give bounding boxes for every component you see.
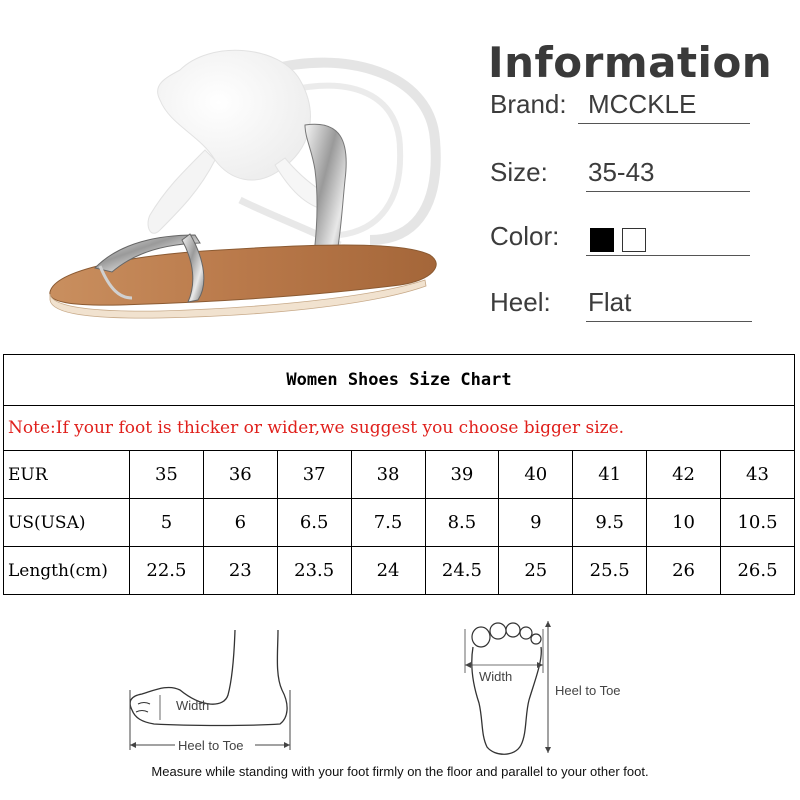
brand-underline [578,123,750,124]
table-cell: 8.5 [425,499,499,547]
color-label: Color: [490,221,560,251]
table-cell: 36 [203,451,277,499]
brand-label: Brand: [490,89,567,119]
table-cell: 37 [277,451,351,499]
table-cell: 41 [573,451,647,499]
table-cell: 22.5 [130,547,204,595]
measurement-caption: Measure while standing with your foot firmly on the floor and parallel to your other foot. [151,764,649,779]
table-cell: 38 [351,451,425,499]
brand-row [490,88,752,124]
row-label: US(USA) [4,499,130,547]
table-cell: 23.5 [277,547,351,595]
brand-value: MCCKLE [588,89,697,119]
table-cell: 25.5 [573,547,647,595]
size-underline [586,191,750,192]
table-cell: 7.5 [351,499,425,547]
side-length-label: Heel to Toe [178,738,244,753]
top-length-label: Heel to Toe [555,683,621,698]
side-width-label: Width [176,698,210,713]
table-cell: 40 [499,451,573,499]
information-heading: Information [488,38,773,87]
size-label: Size: [490,157,548,187]
table-cell: 10.5 [721,499,795,547]
heel-value: Flat [588,287,632,317]
table-row-length [4,547,795,595]
size-row [490,156,752,192]
foot-top-diagram [455,615,655,760]
table-cell: 10 [647,499,721,547]
heel-row [490,286,754,322]
size-chart-note-row [4,406,795,451]
color-swatch-black[interactable] [590,228,614,252]
sandal-product-image [40,30,450,330]
table-cell: 42 [647,451,721,499]
heel-underline [586,321,752,322]
table-cell: 43 [721,451,795,499]
table-cell: 24 [351,547,425,595]
table-cell: 39 [425,451,499,499]
table-cell: 35 [130,451,204,499]
table-cell: 5 [130,499,204,547]
table-cell: 23 [203,547,277,595]
table-cell: 25 [499,547,573,595]
size-chart-table [3,354,795,595]
size-chart-note: Note:If your foot is thicker or wider,we suggest you choose bigger size. [4,406,795,451]
table-cell: 9.5 [573,499,647,547]
size-value: 35-43 [588,157,655,187]
table-cell: 9 [499,499,573,547]
color-swatch-white[interactable] [622,228,646,252]
table-row-us [4,499,795,547]
size-chart-title: Women Shoes Size Chart [4,355,795,406]
row-label: EUR [4,451,130,499]
foot-side-diagram [120,620,300,760]
table-cell: 24.5 [425,547,499,595]
table-cell: 6 [203,499,277,547]
color-row [490,220,752,256]
table-row-eur [4,451,795,499]
row-label: Length(cm) [4,547,130,595]
table-cell: 26 [647,547,721,595]
color-underline [586,255,750,256]
table-cell: 26.5 [721,547,795,595]
size-chart-title-row [4,355,795,406]
table-cell: 6.5 [277,499,351,547]
top-width-label: Width [479,669,513,684]
heel-label: Heel: [490,287,551,317]
